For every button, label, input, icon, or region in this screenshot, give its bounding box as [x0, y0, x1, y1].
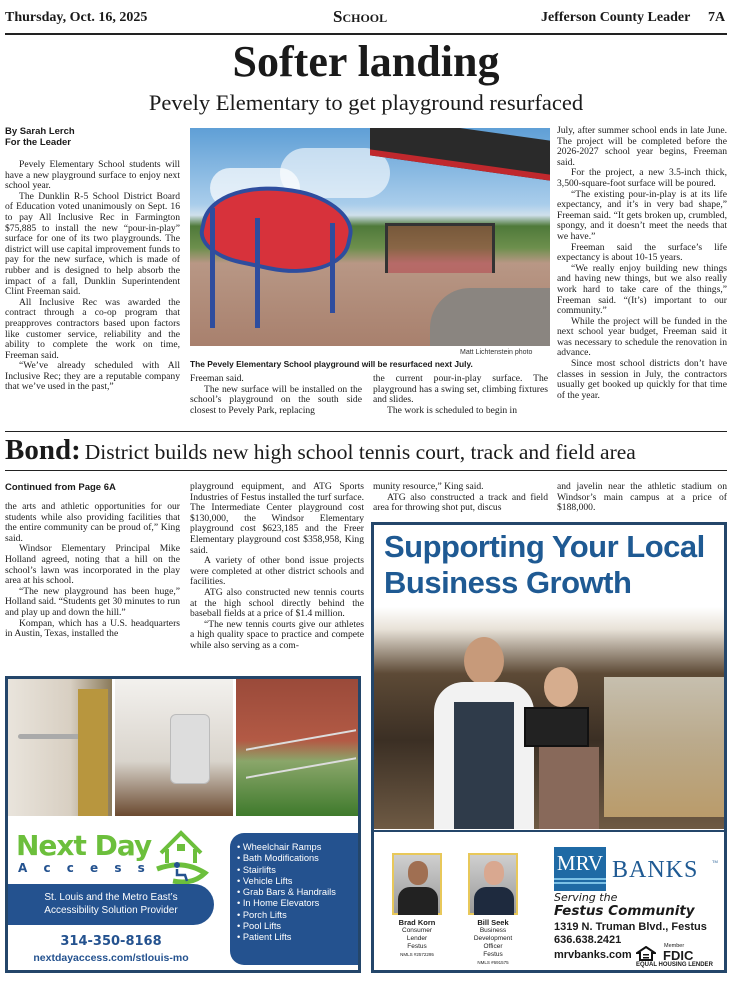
headline: Softer landing — [232, 37, 500, 86]
story2-column-2 — [190, 482, 364, 652]
community-name: Festus Community — [554, 903, 695, 919]
paragraph: Windsor Elementary Principal Mike Holland agreed, noting that a hill on the school’s lawn was incorporated in the play area at his school. — [5, 543, 180, 587]
service-item: • Patient Lifts — [237, 932, 361, 943]
byline: By Sarah Lerch — [5, 126, 75, 137]
website-link[interactable]: nextdayaccess.com/stlouis-mo — [33, 952, 189, 964]
mrv-banks-ad[interactable] — [371, 522, 727, 973]
service-item: • Bath Modifications — [237, 853, 361, 864]
story2-column-3 — [373, 482, 548, 514]
paragraph: The new surface will be installed on the school’s playground on the south side closest to Pevely Park, replacing — [190, 383, 362, 416]
playground-photo — [190, 128, 550, 346]
tagline-line-2: Accessibility Solution Provider — [44, 905, 178, 916]
serving-the: Serving the — [554, 891, 618, 904]
website-link[interactable]: mrvbanks.com — [554, 949, 632, 961]
staff-card — [382, 919, 452, 959]
services-list — [237, 842, 361, 944]
staff-title: Festus — [407, 943, 427, 950]
grab-bar-photo — [8, 679, 112, 816]
bond-headline — [5, 434, 636, 467]
service-item: • Wheelchair Ramps — [237, 842, 361, 853]
headline-rule — [5, 470, 727, 471]
paragraph: Freeman said the surface’s life expectancy is about 10-15 years. — [557, 241, 727, 264]
paragraph: “We really enjoy building new things and having new things, but we also really work hard to take care of the things,” Freeman said. “(It’s) important to our community.” — [557, 262, 727, 317]
fdic-logo: FDIC — [663, 948, 694, 963]
staff-name: Bill Seek — [477, 918, 509, 927]
story1-column-3 — [373, 374, 548, 416]
ad-headline — [384, 529, 705, 601]
subhead: Pevely Elementary to get playground resurfaced — [148, 90, 584, 115]
member-label: Member — [664, 943, 685, 949]
equal-housing-text: EQUAL HOUSING LENDER — [636, 962, 713, 968]
paragraph: ATG also constructed a track and field area for throwing shot put, discus — [373, 491, 548, 514]
service-item: • Porch Lifts — [237, 910, 361, 921]
logo-access: A c c e s s — [18, 861, 151, 875]
trademark: TM — [712, 859, 718, 864]
paragraph: Pevely Elementary School students will have a new playground surface to enjoy next school year. — [5, 159, 180, 192]
staff-title: Officer — [483, 943, 503, 950]
paragraph: Since most school districts don’t have classes in session in July, the contractors usually get booked up quickly for that time of the year. — [557, 358, 727, 401]
phone-number[interactable]: 314-350-8168 — [60, 934, 162, 949]
paragraph: Freeman said. — [190, 373, 244, 384]
paragraph: July, after summer school ends in late June. The project will be completed before the 2026-2027 school year begins, Freeman said. — [557, 125, 727, 168]
mrv-logo — [554, 847, 606, 891]
staff-title: Festus — [483, 951, 503, 958]
staff-title: Business — [479, 927, 507, 934]
paragraph: ATG also constructed new tennis courts at the high school directly behind the baseball fields at a price of $1.4 million. — [190, 586, 364, 620]
staff-title: Consumer — [402, 927, 432, 934]
logo-mark: MRV — [556, 851, 604, 875]
issue-date: Thursday, Oct. 16, 2025 — [5, 10, 148, 25]
paragraph: “The existing pour-in-play is at its life expectancy, and it’s in very bad shape,” Freeman said. “It gets broken up, crumbled, spongy, and it doesn’t meet the needs that we have.” — [557, 188, 727, 242]
paragraph: munity resource,” King said. — [373, 481, 484, 492]
paragraph: and javelin near the athletic stadium on Windsor’s main campus at a price of $188,000. — [557, 481, 727, 514]
story1-column-1 — [5, 126, 180, 393]
staff-title: Development — [473, 935, 513, 942]
paragraph: Kompan, which has a U.S. headquarters in Austin, Texas, installed the — [5, 617, 180, 640]
next-day-logo — [16, 831, 151, 861]
service-item: • In Home Elevators — [237, 898, 361, 909]
equal-housing-icon — [636, 946, 656, 961]
photo-credit: Matt Lichtenstein photo — [460, 349, 533, 356]
service-item: • Vehicle Lifts — [237, 876, 361, 887]
service-item: • Pool Lifts — [237, 921, 361, 932]
headline-text: District builds new high school tennis court, track and field area — [84, 440, 636, 464]
headline-line-2: Business Growth — [384, 565, 632, 600]
paragraph: A variety of other bond issue projects were completed at other district schools and facilities. — [190, 555, 364, 588]
paragraph: the current pour-in-play surface. The playground has a swing set, climbing fixtures and slides. — [373, 373, 548, 406]
staff-title: Lender — [406, 935, 428, 942]
staff-nmls: NMLS #691575 — [477, 960, 509, 965]
phone-number[interactable]: 636.638.2421 — [554, 934, 622, 946]
continued-from[interactable]: Continued from Page 6A — [5, 482, 116, 493]
staff-name: Brad Korn — [398, 918, 436, 927]
page-number: 7A — [708, 10, 726, 25]
paragraph: The Dunklin R-5 School District Board of Education voted unanimously on Sept. 16 to pay All Inclusive Rec in Farmington $75,885 to install the new “pour-in-play” surface for one of its two playgrounds. The district will use capital improvement funds to pay for the new surface, which is made of rubber and is designed to help absorb the impact of a fall, Dunklin Superintendent Clint Freeman said. — [5, 190, 180, 298]
paragraph: The work is scheduled to begin in — [387, 404, 518, 416]
staff-card — [458, 919, 528, 967]
paragraph: While the project will be funded in the next school year budget, Freeman said it was necessary to schedule the renovation in advance. — [557, 315, 727, 359]
brad-korn-photo — [392, 853, 442, 915]
paragraph: All Inclusive Rec was awarded the contract through a co-op program that preapproves contractors based upon factors like customer service, reliability and the ability to complete the work on time, Freeman said. — [5, 296, 180, 361]
section-name: School — [333, 7, 388, 26]
paragraph: “We’ve already scheduled with All Inclusive Rec; they are a reputable company that we’ve used in the past,” — [5, 360, 180, 393]
bill-seek-photo — [468, 853, 518, 915]
ramp-photo — [236, 679, 361, 816]
paragraph: “The new playground has been huge,” Holland said. “Students get 30 minutes to run and play up and down the hill.” — [5, 585, 180, 618]
header-rule — [5, 33, 727, 35]
section-divider — [5, 431, 727, 432]
house-wheelchair-icon — [153, 829, 209, 884]
bakery-photo — [374, 607, 724, 829]
logo-text: Next Day — [16, 829, 152, 862]
next-day-access-ad[interactable] — [5, 676, 361, 973]
paragraph: “The new tennis courts give our athletes a high quality space to practice and compete while also serving as a com- — [190, 618, 364, 651]
paragraph: For the project, a new 3.5-inch thick, 3,500-square-foot surface will be poured. — [557, 167, 727, 189]
service-item: • Grab Bars & Handrails — [237, 887, 361, 898]
tagline-banner — [8, 884, 214, 925]
stairlift-photo — [115, 679, 233, 816]
story2-column-1 — [5, 482, 180, 640]
story2-column-4 — [557, 482, 727, 514]
paragraph: playground equipment, and ATG Sports Industries of Festus installed the turf surface. The Intermediate Center playground cost $130,000, the Windsor Elementary playground cost $623,185 and the Freer Elementary playground cost $358,958, King said. — [190, 481, 364, 556]
staff-nmls: NMLS #2572295 — [400, 952, 434, 957]
paragraph: the arts and athletic opportunities for our students while also providing facilities that the entire community can be proud of,” King said. — [5, 501, 180, 544]
headline-line-1: Supporting Your Local — [384, 529, 705, 564]
photo-caption: The Pevely Elementary School playground will be resurfaced next July. — [190, 359, 473, 369]
story1-column-4 — [557, 126, 727, 401]
logo-banks: BANKS — [612, 857, 699, 883]
headline-label: Bond: — [5, 434, 81, 466]
paper-name: Jefferson County Leader — [541, 10, 691, 25]
service-item: • Stairlifts — [237, 865, 361, 876]
address: 1319 N. Truman Blvd., Festus — [554, 921, 707, 933]
tagline-line-1: St. Louis and the Metro East’s — [44, 892, 178, 903]
byline-affiliation: For the Leader — [5, 137, 71, 148]
story1-column-2 — [190, 374, 362, 416]
services-panel — [230, 833, 361, 965]
